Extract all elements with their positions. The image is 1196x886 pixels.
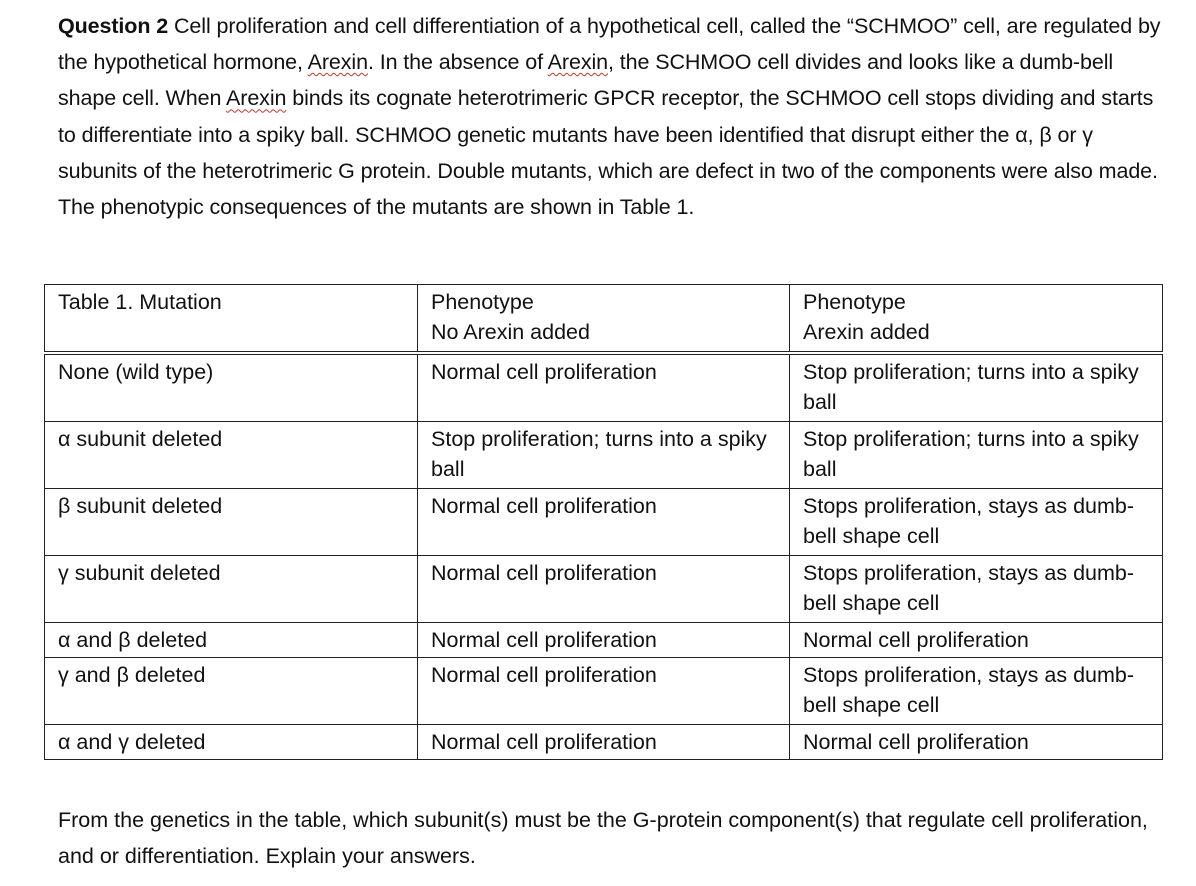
arexin-term-1: Arexin — [307, 50, 368, 75]
cell-arexin: Stops proliferation, stays as dumb-bell shape cell — [790, 658, 1163, 725]
header-condition-text: Arexin added — [803, 320, 930, 344]
question-paragraph — [58, 8, 1168, 225]
cell-mutation: γ and β deleted — [45, 658, 418, 725]
question-text-2: . In the absence of — [367, 50, 548, 75]
header-condition-label — [803, 317, 1150, 347]
cell-no-arexin: Normal cell proliferation — [418, 623, 790, 658]
mutation-table — [44, 284, 1163, 760]
header-condition-label — [431, 317, 777, 347]
table-row — [45, 658, 1163, 725]
cell-no-arexin: Normal cell proliferation — [418, 725, 790, 760]
cell-no-arexin: Normal cell proliferation — [418, 489, 790, 556]
table-row — [45, 725, 1163, 760]
header-phenotype-label: Phenotype — [431, 290, 534, 314]
question-label: Question 2 — [58, 14, 169, 38]
cell-no-arexin: Normal cell proliferation — [418, 658, 790, 725]
question-text-4: binds its cognate heterotrimeric GPCR receptor, the SCHMOO cell stops dividing and starts to differentiate into a spiky ball. SCHMOO genetic mutants have been identified that disrupt either the α, β or γ subunits of the heterotrimeric G protein. Double mutants, which are defect in two of the components were also made. The phenotypic consequences of the mutants are shown in Table 1. — [58, 86, 1158, 220]
header-no-arexin — [418, 285, 790, 354]
table-row — [45, 623, 1163, 658]
cell-mutation: α and β deleted — [45, 623, 418, 658]
cell-arexin: Stop proliferation; turns into a spiky ball — [790, 422, 1163, 489]
cell-mutation: γ subunit deleted — [45, 556, 418, 623]
header-phenotype-label: Phenotype — [803, 290, 906, 314]
cell-arexin: Normal cell proliferation — [790, 623, 1163, 658]
cell-mutation: None (wild type) — [45, 353, 418, 422]
cell-mutation: α subunit deleted — [45, 422, 418, 489]
cell-no-arexin: Stop proliferation; turns into a spiky ball — [418, 422, 790, 489]
cell-arexin: Normal cell proliferation — [790, 725, 1163, 760]
table-row — [45, 556, 1163, 623]
header-arexin — [790, 285, 1163, 354]
table-header-row — [45, 285, 1163, 354]
cell-mutation: α and γ deleted — [45, 725, 418, 760]
table-row — [45, 422, 1163, 489]
table-row — [45, 489, 1163, 556]
cell-mutation: β subunit deleted — [45, 489, 418, 556]
arexin-term-3: Arexin — [226, 86, 287, 111]
question-text-1: Cell proliferation and cell differentiation of a hypothetical cell, called the “SCHMOO” cell, are regulated by the hypothetical hormone, — [58, 14, 1161, 75]
arexin-term-2: Arexin — [547, 50, 608, 75]
header-mutation: Table 1. Mutation — [45, 285, 418, 354]
question-text-3: , the SCHMOO cell divides and looks like a dumb-bell shape cell. When — [58, 50, 1114, 111]
table-row — [45, 353, 1163, 422]
cell-arexin: Stop proliferation; turns into a spiky ball — [790, 353, 1163, 422]
cell-arexin: Stops proliferation, stays as dumb-bell shape cell — [790, 489, 1163, 556]
header-condition-text: No Arexin added — [431, 320, 590, 344]
follow-up-question: From the genetics in the table, which subunit(s) must be the G-protein component(s) that regulate cell proliferation, and or differentiation. Explain your answers. — [58, 808, 1148, 869]
cell-arexin: Stops proliferation, stays as dumb-bell shape cell — [790, 556, 1163, 623]
cell-no-arexin: Normal cell proliferation — [418, 556, 790, 623]
cell-no-arexin: Normal cell proliferation — [418, 353, 790, 422]
